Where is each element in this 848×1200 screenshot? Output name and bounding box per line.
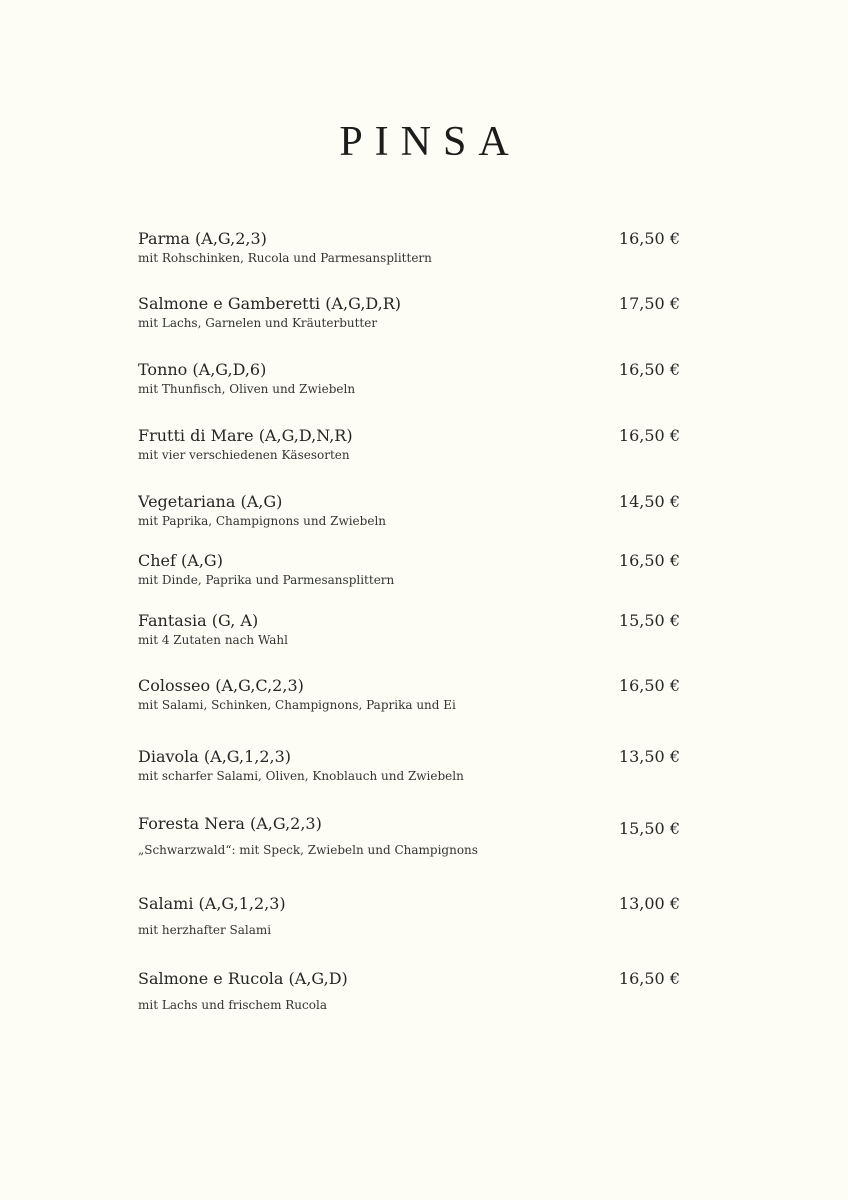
item-price: 15,50 € (618, 819, 680, 838)
item-name: Vegetariana (A,G) (138, 492, 283, 511)
item-price: 15,50 € (618, 611, 680, 630)
item-price: 16,50 € (618, 551, 680, 570)
item-price: 16,50 € (618, 676, 680, 695)
item-description: mit Dinde, Paprika und Parmesansplittern (138, 573, 395, 587)
item-description: mit Paprika, Champignons und Zwiebeln (138, 514, 387, 528)
item-price: 16,50 € (618, 969, 680, 988)
item-price: 17,50 € (618, 294, 680, 313)
item-name: Diavola (A,G,1,2,3) (138, 747, 292, 766)
item-price: 13,50 € (618, 747, 680, 766)
item-description: mit Salami, Schinken, Champignons, Paprika und Ei (138, 698, 456, 712)
item-name: Foresta Nera (A,G,2,3) (138, 814, 322, 833)
item-name: Colosseo (A,G,C,2,3) (138, 676, 304, 695)
item-description: mit Lachs, Garnelen und Kräuterbutter (138, 316, 378, 330)
item-name: Parma (A,G,2,3) (138, 229, 267, 248)
item-name: Salami (A,G,1,2,3) (138, 894, 286, 913)
item-price: 16,50 € (618, 360, 680, 379)
page-title: PINSA (339, 119, 521, 165)
item-description: mit 4 Zutaten nach Wahl (138, 633, 288, 647)
item-price: 14,50 € (618, 492, 680, 511)
item-description: mit Thunfisch, Oliven und Zwiebeln (138, 382, 356, 396)
item-name: Chef (A,G) (138, 551, 223, 570)
item-price: 16,50 € (618, 426, 680, 445)
item-name: Fantasia (G, A) (138, 611, 259, 630)
item-description: mit Rohschinken, Rucola und Parmesansplittern (138, 251, 432, 265)
item-price: 16,50 € (618, 229, 680, 248)
item-description: mit vier verschiedenen Käsesorten (138, 448, 350, 462)
item-description: „Schwarzwald“: mit Speck, Zwiebeln und Champignons (138, 843, 478, 857)
item-name: Tonno (A,G,D,6) (138, 360, 267, 379)
item-price: 13,00 € (618, 894, 680, 913)
item-name: Salmone e Gamberetti (A,G,D,R) (138, 294, 402, 313)
item-description: mit herzhafter Salami (138, 923, 272, 937)
item-name: Frutti di Mare (A,G,D,N,R) (138, 426, 353, 445)
item-description: mit Lachs und frischem Rucola (138, 998, 327, 1012)
item-name: Salmone e Rucola (A,G,D) (138, 969, 348, 988)
item-description: mit scharfer Salami, Oliven, Knoblauch und Zwiebeln (138, 769, 464, 783)
